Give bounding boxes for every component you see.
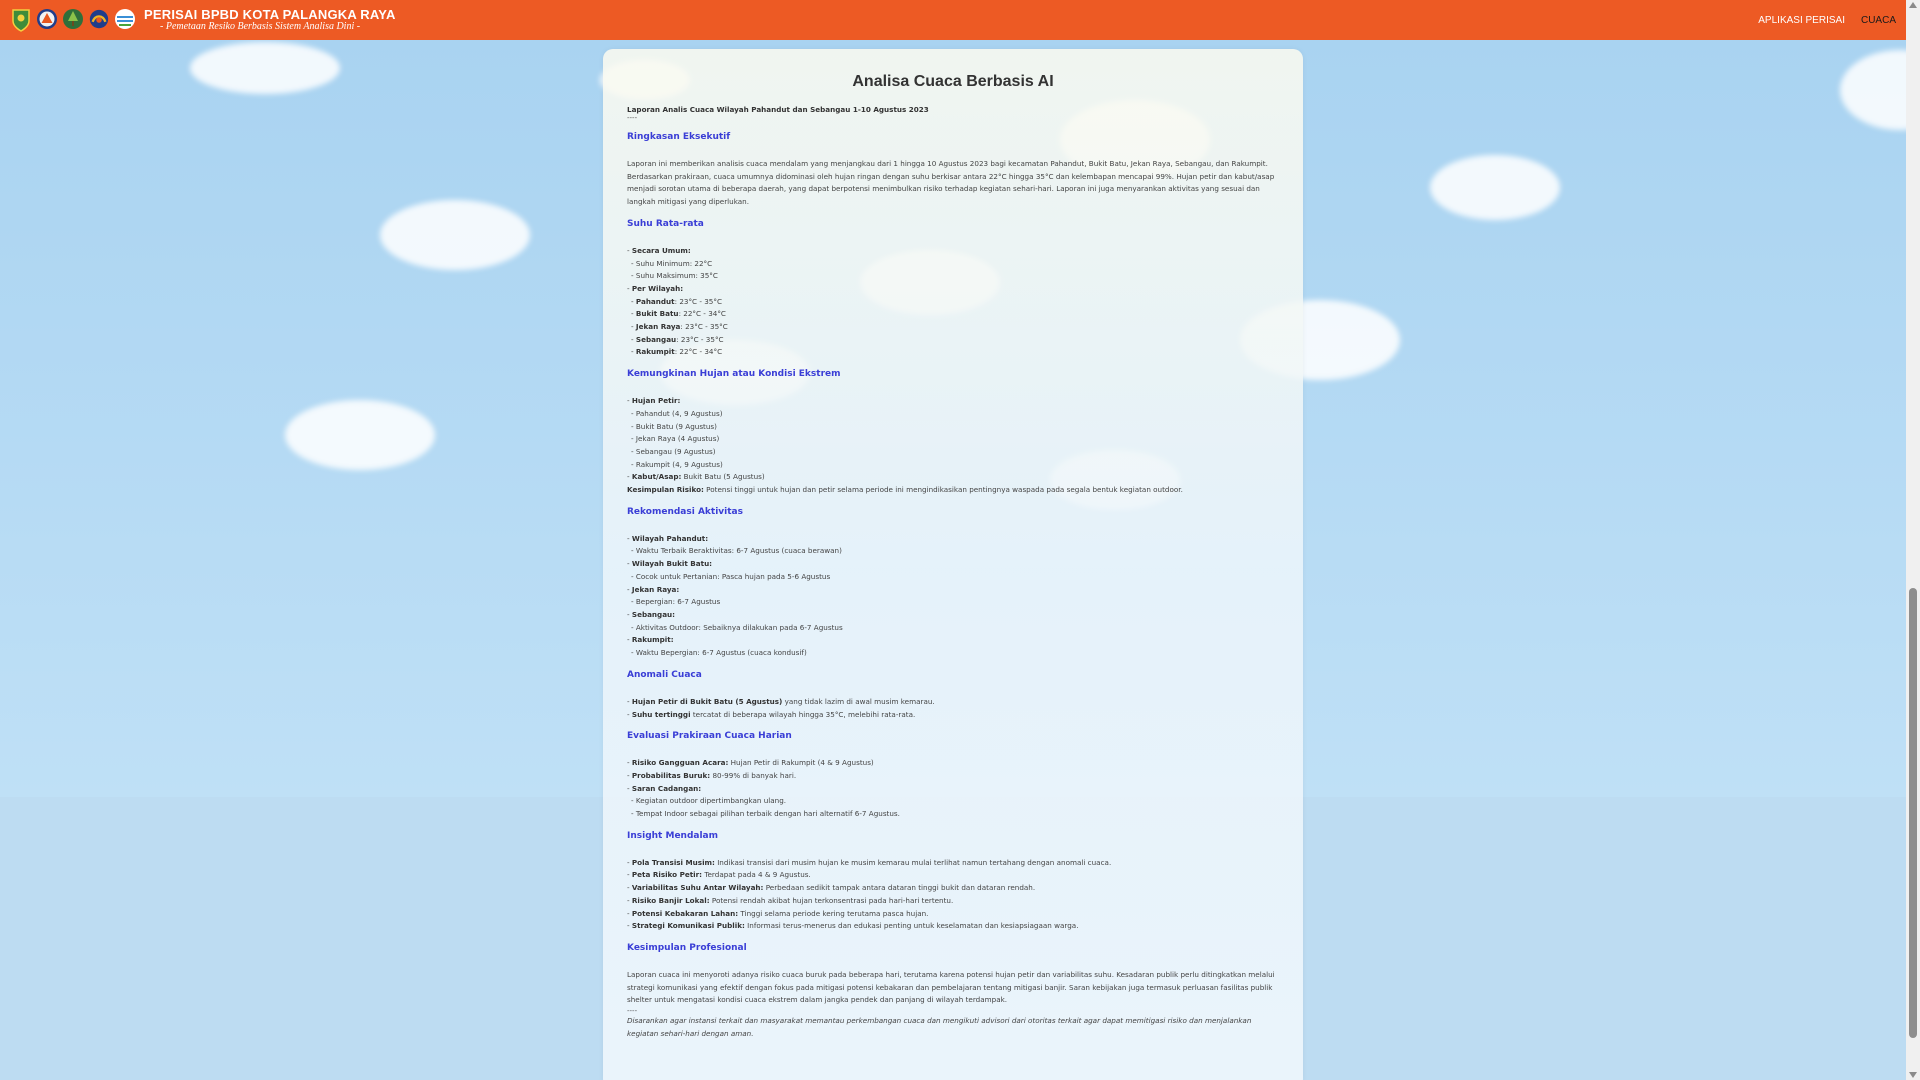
list-item: - Suhu Maksimum: 35°C	[631, 271, 718, 281]
list-item: - Rakumpit (4, 9 Agustus)	[631, 459, 723, 469]
list-item: - Strategi Komunikasi Publik: Informasi terus-menerus dan edukasi penting untuk keselamatan dan kesiapsiagaan warga.	[627, 921, 1079, 931]
list-item: - Wilayah Bukit Batu:	[627, 559, 713, 569]
ringkasan-paragraph: Laporan ini memberikan analisis cuaca mendalam yang menjangkau dari 1 hingga 10 Agustus 2023 bagi kecamatan Pahandut, Bukit Batu, Jekan Raya, Sebangau, dan Rakumpit. Berdasarkan prakiraan, cuaca umumnya didominasi oleh hujan ringan dengan suhu berkisar antara 22°C hingga 35°C dan kelembapan mencapai 99%. Hujan petir dan kabut/asap menjadi sorotan utama di beberapa daerah, yang dapat berpotensi menimbulkan risiko terhadap kegiatan sehari-hari. Laporan ini juga menyarankan aktivitas yang sesuai dan langkah mitigasi yang diperlukan.	[627, 159, 1275, 207]
list-item: - Risiko Gangguan Acara: Hujan Petir di Rakumpit (4 & 9 Agustus)	[627, 758, 874, 768]
main-nav	[1758, 15, 1896, 26]
section-heading-suhu: Suhu Rata-rata	[627, 218, 704, 229]
list-item: - Bukit Batu: 22°C - 34°C	[631, 309, 726, 319]
brand-title: PERISAI BPBD KOTA PALANGKA RAYA	[144, 6, 396, 22]
cloud	[380, 200, 530, 270]
bmkg-logo-icon	[114, 7, 136, 33]
list-item: - Wilayah Pahandut:	[627, 533, 709, 543]
cloud	[285, 400, 435, 470]
list-item: - Sebangau: 23°C - 35°C	[631, 334, 724, 344]
list-item: - Peta Risiko Petir: Terdapat pada 4 & 9 Agustus.	[627, 870, 811, 880]
cloud	[190, 42, 340, 94]
cloud	[1840, 50, 1906, 130]
brand-subtitle: - Pemetaan Resiko Berbasis Sistem Analisa Dini -	[160, 20, 361, 32]
cloud	[1430, 155, 1560, 220]
list-item: - Secara Umum:	[627, 245, 691, 255]
list-item: - Bepergian: 6-7 Agustus	[631, 597, 721, 607]
list-item: - Risiko Banjir Lokal: Potensi rendah akibat hujan terkonsentrasi pada hari-hari tertentu.	[627, 895, 954, 905]
list-item: Kesimpulan Risiko: Potensi tinggi untuk hujan dan petir selama periode ini mengindikasikan pentingnya waspada pada segala bentuk kegiatan outdoor.	[627, 485, 1183, 495]
list-item: - Aktivitas Outdoor: Sebaiknya dilakukan pada 6-7 Agustus	[631, 622, 843, 632]
list-item: - Waktu Terbaik Beraktivitas: 6-7 Agustus (cuaca berawan)	[631, 546, 842, 556]
list-item: - Kegiatan outdoor dipertimbangkan ulang.	[631, 796, 787, 806]
list-item: - Probabilitas Buruk: 80-99% di banyak hari.	[627, 770, 797, 780]
section-heading-kesimpulan: Kesimpulan Profesional	[627, 942, 747, 953]
list-item: - Rakumpit:	[627, 635, 674, 645]
kehutanan-logo-icon	[62, 7, 84, 33]
list-item: - Kabut/Asap: Bukit Batu (5 Agustus)	[627, 472, 765, 482]
list-item: - Jekan Raya: 23°C - 35°C	[631, 322, 728, 332]
section-heading-ringkasan: Ringkasan Eksekutif	[627, 132, 731, 142]
list-item: - Tempat Indoor sebagai pilihan terbaik dengan hari alternatif 6-7 Agustus.	[631, 809, 900, 819]
section-heading-hujan: Kemungkinan Hujan atau Kondisi Ekstrem	[627, 369, 841, 380]
weather-analysis-card	[603, 49, 1303, 1080]
list-item: - Jekan Raya:	[627, 584, 680, 594]
list-item: - Potensi Kebakaran Lahan: Tinggi selama periode kering terutama pasca hujan.	[627, 908, 929, 918]
section-heading-insight: Insight Mendalam	[627, 830, 719, 841]
list-item: - Pahandut: 23°C - 35°C	[631, 296, 722, 306]
list-item: - Suhu tertinggi tercatat di beberapa wilayah hingga 35°C, melebihi rata-rata.	[627, 709, 916, 719]
top-navbar	[0, 0, 1906, 40]
list-item: - Sebangau (9 Agustus)	[631, 446, 716, 456]
scroll-thumb[interactable]	[1909, 588, 1917, 1038]
kesimpulan-paragraph: Laporan cuaca ini menyoroti adanya risiko cuaca buruk pada beberapa hari, terutama karena potensi hujan petir dan variabilitas suhu. Kesadaran publik perlu ditingkatkan melalui strategi komunikasi yang efektif dengan fokus pada mitigasi potensi kebakaran dan pembelajaran tentang mitigasi banjir. Saran kebijakan juga termasuk perluasan fasilitas publik shelter untuk mengatasi kondisi cuaca ekstrem dalam jangka pendek dan panjang di wilayah terdampak.	[627, 969, 1275, 1005]
list-item: - Suhu Minimum: 22°C	[631, 258, 713, 268]
logo-group	[10, 7, 136, 33]
bpbd-logo-icon	[36, 7, 58, 33]
scroll-up-arrow-icon[interactable]	[1909, 2, 1917, 8]
list-item: - Hujan Petir di Bukit Batu (5 Agustus) yang tidak lazim di awal musim kemarau.	[627, 696, 935, 706]
report-title: Laporan Analis Cuaca Wilayah Pahandut dan Sebangau 1-10 Agustus 2023	[627, 105, 929, 114]
section-heading-evaluasi: Evaluasi Prakiraan Cuaca Harian	[627, 731, 792, 742]
list-item: - Variabilitas Suhu Antar Wilayah: Perbedaan sedikit tampak antara dataran tinggi bukit dan dataran rendah.	[627, 883, 1036, 893]
kota-palangka-raya-logo-icon	[10, 7, 32, 33]
page-title: Analisa Cuaca Berbasis AI	[852, 73, 1054, 90]
list-item: - Jekan Raya (4 Agustus)	[631, 434, 720, 444]
nav-aplikasi-perisai[interactable]: APLIKASI PERISAI	[1758, 14, 1845, 26]
list-item: - Pola Transisi Musim: Indikasi transisi dari musim hujan ke musim kemarau mulai terlihat namun tertahang dengan anomali cuaca.	[627, 857, 1112, 867]
list-item: - Hujan Petir:	[627, 396, 681, 406]
list-item: - Per Wilayah:	[627, 283, 684, 293]
kementerian-logo-icon	[88, 7, 110, 33]
list-item: - Sebangau:	[627, 609, 676, 619]
brand	[144, 8, 396, 32]
list-item: - Bukit Batu (9 Agustus)	[631, 421, 717, 431]
nav-cuaca[interactable]: CUACA	[1860, 14, 1896, 26]
separator: ----	[627, 114, 638, 122]
list-item: - Pahandut (4, 9 Agustus)	[631, 408, 723, 418]
separator: ----	[627, 1007, 638, 1016]
page-scrollbar[interactable]	[1906, 0, 1920, 1080]
section-heading-rekomendasi: Rekomendasi Aktivitas	[627, 506, 743, 517]
list-item: - Cocok untuk Pertanian: Pasca hujan pada 5-6 Agustus	[631, 571, 831, 581]
list-item: - Waktu Bepergian: 6-7 Agustus (cuaca kondusif)	[631, 648, 807, 658]
closing-note: Disarankan agar instansi terkait dan masyarakat memantau perkembangan cuaca dan mengikuti advisori dari otoritas terkait agar dapat memitigasi risiko dan menjalankan kegiatan sehari-hari dengan aman.	[627, 1016, 1252, 1038]
scroll-down-arrow-icon[interactable]	[1909, 1072, 1917, 1078]
list-item: - Rakumpit: 22°C - 34°C	[631, 347, 723, 357]
section-heading-anomali: Anomali Cuaca	[627, 669, 702, 680]
list-item: - Saran Cadangan:	[627, 783, 702, 793]
